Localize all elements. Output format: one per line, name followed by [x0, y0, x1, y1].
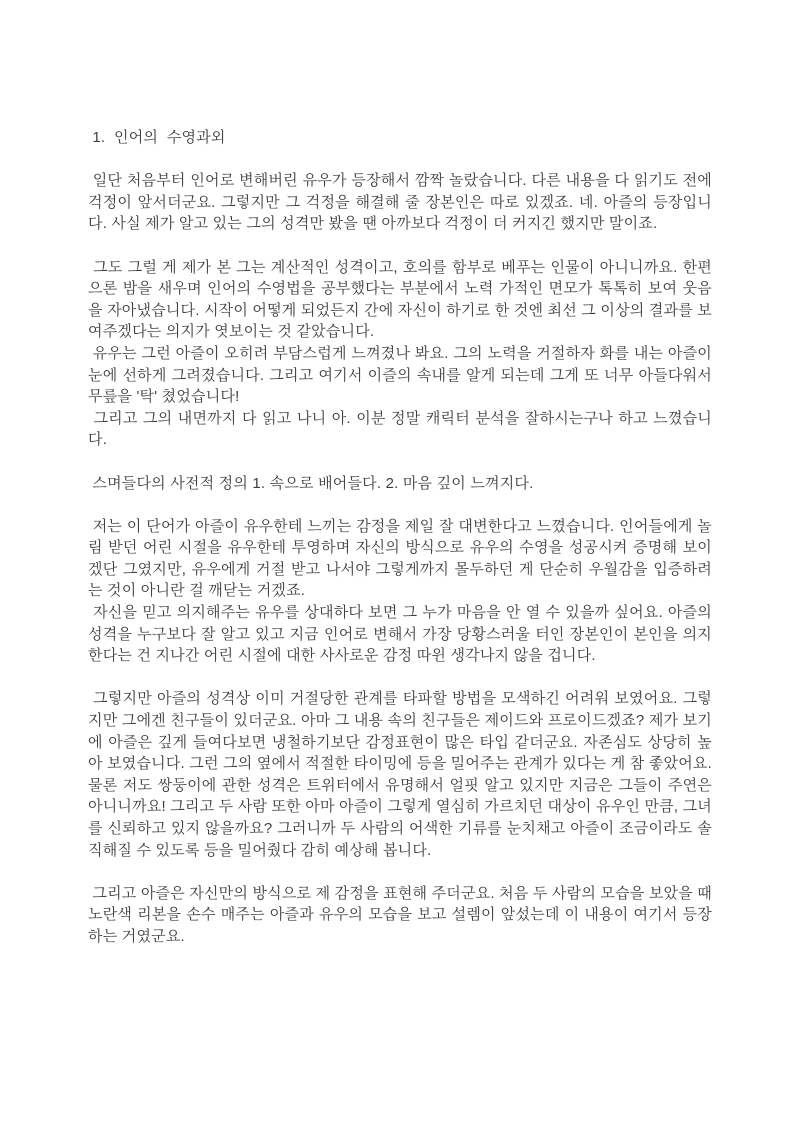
- paragraph-text: 일단 처음부터 인어로 변해버린 유우가 등장해서 깜짝 놀랐습니다. 다른 내용을 다 읽기도 전에 걱정이 앞서더군요. 그렇지만 그 걱정을 해결해 줄 장본인은 따로 있겠죠. 네. 아즐의 등장입니다. 사실 제가 알고 있는 그의 성격만 봤을 땐 아까보다 걱정이 더 커지긴 했지만 말이죠.: [88, 172, 717, 233]
- paragraph-2: [88, 257, 717, 451]
- paragraph-6: [88, 883, 717, 948]
- paragraph-text: 스며들다의 사전적 정의 1. 속으로 배어들다. 2. 마음 깊이 느껴지다.: [88, 474, 534, 492]
- section-heading: [88, 127, 712, 149]
- paragraph-text: 유우는 그런 아즐이 오히려 부담스럽게 느껴졌나 봐요. 그의 노력을 거절하자 화를 내는 아즐이 눈에 선하게 그려졌습니다. 그리고 여기서 이즐의 속내를 알게 되는데 그게 또 너무 아들다워서 무릎을 '탁' 쳤었습니다!: [88, 344, 717, 406]
- paragraph-4: [88, 516, 717, 667]
- paragraph-1: [88, 170, 717, 235]
- page-title: 1. 인어의 수영과외: [88, 129, 226, 146]
- paragraph-text: 그렇지만 아즐의 성격상 이미 거절당한 관계를 타파할 방법을 모색하긴 어려워 보였어요. 그렇지만 그에겐 친구들이 있더군요. 아마 그 내용 속의 친구들은 제이드와 프로이드겠죠? 제가 보기에 아즐은 깊게 들여다보면 냉철하기보단 감정표현이 많은 타입 같더군요. 자존심도 상당히 높아 보였습니다. 그런 그의 옆에서 적절한 타이밍에 등을 밀어주는 관계가 있다는 게 참 좋았어요. 물론 저도 쌍둥이에 관한 성격은 트위터에서 유명해서 얼핏 알고 있지만 지금은 그들이 주연은 아니니까요! 그리고 두 사람 또한 아마 아즐이 그렇게 열심히 가르치던 대상이 유우인 만큼, 그녀를 신뢰하고 있지 않을까요? 그러니까 두 사람의 어색한 기류를 눈치채고 아즐이 조금이라도 솔직해질 수 있도록 등을 밀어줬다 감히 예상해 봅니다.: [88, 690, 717, 859]
- paragraph-3-definition: [88, 473, 712, 495]
- paragraph-5: [88, 688, 717, 861]
- paragraph-text: 그리고 아즐은 자신만의 방식으로 제 감정을 표현해 주더군요. 처음 두 사람의 모습을 보았을 때 노란색 리본을 손수 매주는 아즐과 유우의 모습을 보고 설렘이 앞섰는데 이 내용이 여기서 등장하는 거였군요.: [88, 884, 717, 945]
- paragraph-text: 저는 이 단어가 아즐이 유우한테 느끼는 감정을 제일 잘 대변한다고 느꼈습니다. 인어들에게 놀림 받던 어린 시절을 유우한테 투영하며 자신의 방식으로 유우의 수영을 성공시켜 증명해 보이겠단 그였지만, 유우에게 거절 받고 나서야 그렇게까지 몰두하던 게 단순히 우월감을 입증하려는 것이 아니란 걸 깨닫는 거겠죠.: [88, 517, 712, 600]
- paragraph-text: 자신을 믿고 의지해주는 유우를 상대하다 보면 그 누가 마음을 안 열 수 있을까 싶어요. 아즐의 성격을 누구보다 잘 알고 있고 지금 인어로 변해서 가장 당황스러울 터인 장본인이 본인을 의지한다는 건 지나간 어린 시절에 대한 사사로운 감정 따윈 생각나지 않을 겁니다.: [88, 604, 717, 665]
- paragraph-text: 그도 그럴 게 제가 본 그는 계산적인 성격이고, 호의를 함부로 베푸는 인물이 아니니까요. 한편으론 밤을 새우며 인어의 수영법을 공부했다는 부분에서 노력 가적인 면모가 톡톡히 보여 웃음을 자아냈습니다. 시작이 어떻게 되었든지 간에 자신이 하기로 한 것엔 최선 그 이상의 결과를 보여주겠다는 의지가 엿보이는 것 같았습니다.: [88, 258, 712, 341]
- paragraph-text: 그리고 그의 내면까지 다 읽고 나니 아. 이분 정말 캐릭터 분석을 잘하시는구나 하고 느꼈습니다.: [88, 409, 712, 449]
